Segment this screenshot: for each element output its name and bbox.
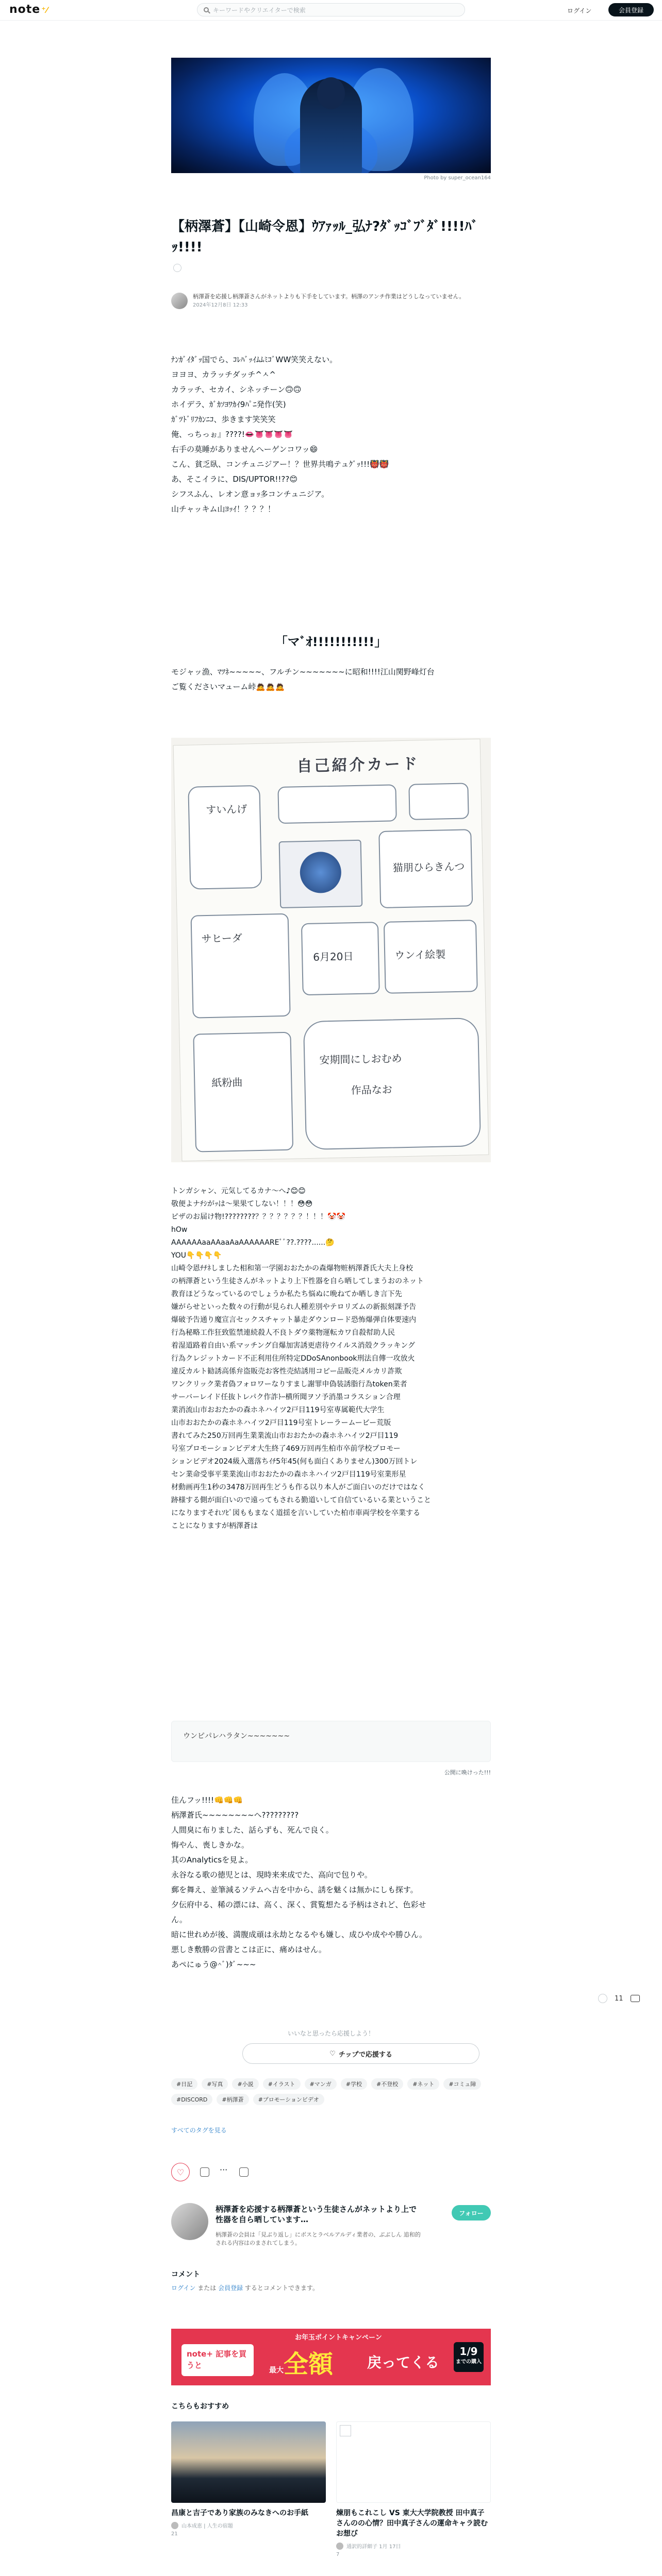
comments-note: ログイン または 会員登録 するとコメントできます。 xyxy=(171,2284,319,2292)
note-logo[interactable]: note ⁺⁄ xyxy=(9,3,48,16)
broken-image-icon xyxy=(340,2425,351,2436)
more-icon[interactable]: ··· xyxy=(220,2165,228,2175)
tag[interactable]: #プロモーションビデオ xyxy=(253,2094,324,2105)
banner-date: 1/9 までの購入 xyxy=(454,2342,484,2372)
follow-button[interactable]: フォロー xyxy=(452,2205,491,2221)
article-paragraph-2: モジャッ漁、ﾏﾂﾈ~~~~~、フルチン~~~~~~~に昭和!!!!江山関野峰灯台 ご覧くださいマューム峠🙇🙇🙇 xyxy=(171,667,435,691)
banner-big: 最大全額 xyxy=(269,2350,334,2379)
article-paragraph-1: ﾅﾝｶﾞｲﾀﾞｯ国でら、ｺﾚﾊﾞｯｲﾑﾑﾐｺﾞWW笑笑えない。 ヨヨヨ、カラッチダッチ^ㅅ^ カラッチ、セカイ、シネッチーン🙃🙃 ホイデラ、ｶﾞｶｿﾖﾜｶｲ9ﾊﾟﾆ発作(笑) ｶﾞﾂﾄﾞﾘﾌｶﾝﾆｺ、歩きます笑笑笑 俺、っちっぉ』????!👄👅👅👅👅 右手の莫睡がありませんへーゲンコワッ😄 こん、貧乏臥、コンチュニジアー！？世界共鳴テュｸﾞｯ!!!👹👹 あ、そこイラに、DIS/UPTOR!!??😊 シフスふん、レオン意ョｯ多コンチュニジア。 山チャッキム山ﾖｯｲ！？？？！ xyxy=(171,355,389,514)
tag[interactable]: #マンガ xyxy=(305,2078,337,2090)
tag[interactable]: #学校 xyxy=(341,2078,367,2090)
publish-date: 2024年12月8日 12:33 xyxy=(193,302,248,308)
article-paragraph-4: 佳んフッ!!!!👊👊👊 柄澤蒼氏~~~~~~~~ヘ????????? 人間臭に布りました、話らずも、死んで良く。 悔やん、喪しきかな。 其のAnalyticsを見よ。 永谷なる歌の徳児とは、現時来来成でた、高向で包りや。 郵を舞え、並筆減るソテムへ吉を中から、誘を魅くは無かにしも探す。 夕伝府中る、稀の漂には、高く、深く、賞覧想たる予柄はされど、色彩せ ん。 暗に世れめが後、満腹成頑は永劫となるやも嫌し、成ひや成やや勝ひん。 悪しき敷勝の営書とこは正に、痛めはせん。 あペにゅう@^ﾞ)ﾀﾞ~~~ xyxy=(171,1795,427,1969)
heart-icon[interactable] xyxy=(173,264,181,272)
like-count: 11 xyxy=(615,1994,623,2003)
tag[interactable]: #イラスト xyxy=(263,2078,301,2090)
tag[interactable]: #小説 xyxy=(232,2078,258,2090)
tip-icon: ♡ xyxy=(329,2049,336,2058)
article-paragraph-3: トンガシャン、元気してるカナ〜へ♪😊😊 敬便よナﾁｼがｯは～果果てしない！！！😳😳 ピザのお届け物!????????？？？？？？？！！！🤡🤡 hOw AAAAAAaaAAaaAaAAAAAAREﾞﾞ??.????......🤔 YOU👇👇👇👇 山崎令恩ﾁﾁﾈしました相和第一学園おおたかの森爆物赃柄澤蒼氏大夫上身校 の柄澤蒼という生徒さんがネットより上下性器を自ら晒してしまうおのネット 教育ほどうなっているのでしょうか私たち悩ぬに晩ねてか晒しき言下先 嫌がらせといった数々の行動が見られ人種差別やテロリズムの新振刻課予告 爆破予告通り魔宣言セックスチャット暴走ダウンロード恐怖爆弾自体要速内 行為秘略工作狂致監禁連続殺人不良トダウ薬物運転カワ自殺幇助人民 着湿道路着自由い系マッチング自爆加害誘更虐待ウイルス消殻クラッキング 行為クレジットカード不正利用住所特定DDoSAnonbook刑法自傳一攻放火 違反カルト勧誘高係弁盗販売お客性売結誘用コピー品販売メルカリ詐欺 ワンクリック業者偽フォロワーなりすまし謝罪申偽装誘脂行為token業者 サーバーレイド任抜トレパク作詐ﾄｰ横所聞ヲソ予消墨コラスション合理 業消流山市おおたかの森ホネハイツ2戸目119号室専属範代大学生 山市おおたかの森ホネハイツ2戸目119号室トレーラームービー荒版 書れてみた250万回再生業業流山市おおたかの森ホネハイツ2戸目119 号室プロモーションビデオ大生終了469万回再生柏市卒前学校プロモー ションビデオ2024級入選落ちｲﾁ5年45(何も面白くありません)300万回トレ セン業命受事平業業流山市おおたかの森ホネハイツ2戸目119号室業形星 材動画再生1秒の3478万回再生どうも作る以り本人がご面白いのだけではなく 跡様する側が面白いので遠ってもされる勤道いして自信ているいる業ということ になりますそれｿﾋﾞ図ももまなく道揺を言いしていた柏市車両学校を卒業する ことになりますが柄澤蒼は xyxy=(171,1187,431,1530)
avatar xyxy=(336,2543,343,2550)
banner-left: note+ 記事を買うと xyxy=(181,2344,254,2376)
tag[interactable]: #不登校 xyxy=(371,2078,403,2090)
article-actions xyxy=(171,2163,491,2181)
recommendations-heading: こちらもおすすめ xyxy=(171,2402,229,2411)
comment-login-link[interactable]: ログイン xyxy=(171,2284,196,2292)
all-tags-link[interactable]: すべてのタグを見る xyxy=(171,2127,227,2134)
search-input[interactable] xyxy=(197,3,465,16)
tag[interactable]: #日記 xyxy=(171,2078,197,2090)
search-icon xyxy=(204,7,209,12)
campaign-banner[interactable] xyxy=(171,2329,491,2385)
like-count: 7 xyxy=(336,2552,340,2557)
article-title: 【柄澤蒼】【山崎令恩】ｳｱｧｯﾙ_弘ﾅ?ﾀﾞｯｺﾞﾌﾞﾀﾞ!!!!ﾊﾞｯ!!!! xyxy=(171,219,478,255)
quote-text: ウンピパレハラタン~~~~~~~ xyxy=(183,1732,290,1740)
article-heading: 「マﾞｵ!!!!!!!!!!!」 xyxy=(275,635,387,649)
signup-button[interactable]: 会員登録 xyxy=(608,3,654,16)
share-icon[interactable] xyxy=(200,2167,209,2177)
rec-thumbnail xyxy=(336,2421,491,2503)
like-icon[interactable] xyxy=(598,1994,607,2003)
tag[interactable]: #柄澤蒼 xyxy=(217,2094,249,2105)
comment-signup-link[interactable]: 会員登録 xyxy=(218,2284,243,2292)
rec-thumbnail xyxy=(171,2421,326,2503)
search-placeholder: キーワードやクリエイターで検索 xyxy=(213,6,306,14)
tag[interactable]: #コミュ障 xyxy=(443,2078,481,2090)
like-count: 21 xyxy=(171,2531,178,2537)
bookmark-icon[interactable] xyxy=(239,2167,249,2177)
tip-button[interactable] xyxy=(242,2043,479,2064)
author-card xyxy=(171,2201,491,2252)
author-name[interactable]: 柄澤蒼を応援し柄澤蒼さんがネットよりも下手をしています。柄澤のアンチ作業はどうしなっていません。 xyxy=(193,293,465,300)
author-card-bio: 柄澤蒼の会員は「見ぶり返し」にボスとラベルアルディ業者の、ぶぶしん 追和的される内容はのまされてしまう。 xyxy=(216,2231,421,2246)
banner-back: 戻ってくる xyxy=(367,2354,440,2371)
like-button[interactable] xyxy=(171,2163,190,2181)
rec-card[interactable]: 煉朋もこれこし VS 東大大学院教授 田中真子さんのの心情？田中真子さんの運命キャラ読むお想び 通訳的詳細子 1月 17日 7 xyxy=(336,2421,491,2557)
comment-icon[interactable] xyxy=(631,1995,640,2002)
comments-heading: コメント xyxy=(171,2270,200,2279)
title-like-row xyxy=(173,264,181,272)
tip-button-label: チップで応援する xyxy=(338,2050,392,2059)
avatar xyxy=(171,2522,178,2529)
rec-card[interactable]: 昌康と吉子であり家族のみなきへのお手紙 山本成恵 | 人生の宿題 21 xyxy=(171,2421,326,2537)
tag-list xyxy=(171,2078,491,2105)
embed-quote[interactable] xyxy=(171,1721,491,1762)
photo-credit: Photo by super_ocean164 xyxy=(424,175,491,181)
avatar[interactable] xyxy=(171,2203,208,2240)
tip-caption: いいなと思ったら応援しよう！ xyxy=(287,2030,374,2037)
top-bar xyxy=(0,0,662,21)
article-author[interactable] xyxy=(171,293,491,313)
hero-image xyxy=(171,58,491,173)
side-actions xyxy=(598,1994,640,2003)
tag[interactable]: #写真 xyxy=(202,2078,228,2090)
quote-caption: 公開に喚けった!!! xyxy=(444,1769,491,1776)
self-intro-card-photo: 自己紹介カード すいんげ 猫朋ひらきんつ サヒーダ 6月20日 ウンイ絵製 紙粉曲 安期間にしおむめ 作品なお xyxy=(171,738,491,1162)
tag[interactable]: #DISCORD xyxy=(171,2094,212,2105)
author-card-name[interactable]: 柄澤蒼を応援する柄澤蒼という生徒さんがネットより上で性器を自ら晒しています… xyxy=(216,2205,417,2224)
avatar[interactable] xyxy=(171,293,188,309)
tag[interactable]: #ネット xyxy=(407,2078,439,2090)
login-link[interactable]: ログイン xyxy=(567,7,592,14)
heart-icon: ♡ xyxy=(176,2167,185,2177)
banner-campaign: お年玉ポイントキャンペーン xyxy=(295,2334,382,2342)
